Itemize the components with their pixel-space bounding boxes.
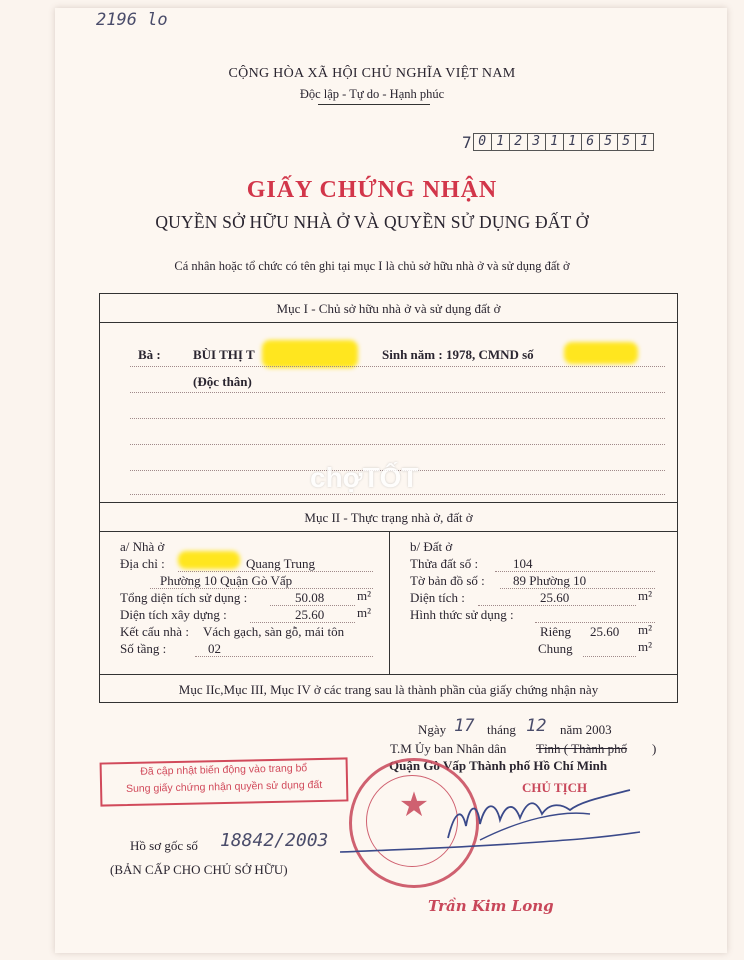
signer-name: Trần Kim Long	[428, 897, 554, 915]
update-stamp-line2: Sung giấy chứng nhận quyền sử dụng đất	[125, 778, 323, 796]
nation-heading: CỘNG HÒA XÃ HỘI CHỦ NGHĨA VIỆT NAM	[228, 66, 516, 81]
house-structure: Vách gạch, sàn gỗ, mái tôn	[203, 624, 345, 639]
land-map: 89 Phường 10	[513, 573, 587, 588]
date-thang: tháng	[487, 722, 516, 737]
authority-line2: Quận Gò Vấp Thành phố Hồ Chí Minh	[389, 758, 608, 773]
serial-digit: 3	[527, 133, 546, 151]
land-plot: 104	[513, 556, 533, 571]
dotted-line	[495, 571, 655, 572]
dotted-line	[478, 605, 636, 606]
dotted-line	[500, 588, 655, 589]
copy-note: (BẢN CẤP CHO CHỦ SỞ HỮU)	[110, 862, 288, 877]
land-private: 25.60	[590, 624, 620, 639]
house-address-line2: Phường 10 Quận Gò Vấp	[160, 573, 293, 588]
owner-name: BÙI THỊ T	[193, 347, 255, 362]
archive-number: 2196 lo	[96, 10, 168, 30]
authority-struck: Tỉnh ( Thành phố	[536, 741, 628, 756]
land-area: 25.60	[540, 590, 570, 605]
serial-digit: 1	[563, 133, 582, 151]
dotted-line	[130, 392, 665, 393]
land-private-unit: m²	[638, 622, 653, 637]
motto-underline	[318, 104, 430, 105]
land-area-unit: m²	[638, 588, 653, 603]
dotted-line	[270, 605, 355, 606]
dotted-line	[535, 622, 655, 623]
sec2-divider	[389, 531, 390, 674]
serial-digit: 0	[473, 133, 492, 151]
section2-heading: Mục II - Thực trạng nhà ở, đất ở	[304, 510, 473, 525]
house-structure-label: Kết cấu nhà :	[120, 624, 189, 639]
certificate-title: GIẤY CHỨNG NHẬN	[246, 177, 498, 203]
serial-digit: 5	[599, 133, 618, 151]
redaction-address	[178, 551, 240, 569]
file-number-value: 18842/2003	[220, 830, 329, 851]
dotted-line	[130, 444, 665, 445]
land-map-label: Tờ bản đồ số :	[410, 573, 485, 588]
dotted-line	[178, 571, 373, 572]
dotted-line	[130, 494, 665, 495]
house-address-label: Địa chỉ :	[120, 556, 165, 571]
star-icon: ★	[398, 787, 430, 824]
land-label: b/ Đất ở	[410, 539, 453, 554]
dotted-line	[195, 656, 373, 657]
house-total-area-label: Tổng diện tích sử dụng :	[120, 590, 248, 605]
owner-birth-id: Sinh năm : 1978, CMND số	[382, 347, 534, 362]
owner-marital-status: (Độc thân)	[193, 374, 252, 389]
serial-digit: 1	[491, 133, 510, 151]
land-use-label: Hình thức sử dụng :	[410, 607, 514, 622]
authority-paren: )	[652, 741, 657, 756]
signature	[330, 780, 650, 870]
dotted-line	[583, 656, 636, 657]
intro-text: Cá nhân hoặc tổ chức có tên ghi tại mục I là chủ sở hữu nhà ở và sử dụng đất ở	[174, 259, 570, 273]
date-month: 12	[526, 716, 547, 736]
certificate-subtitle: QUYỀN SỞ HỮU NHÀ Ở VÀ QUYỀN SỬ DỤNG ĐẤT Ở	[155, 212, 589, 232]
serial-digit: 1	[545, 133, 564, 151]
house-address-line1: Quang Trung	[246, 556, 315, 571]
serial-digit: 5	[617, 133, 636, 151]
section1-heading: Mục I - Chủ sở hữu nhà ở và sử dụng đất ở	[276, 301, 501, 316]
date-day: 17	[454, 716, 475, 736]
update-stamp	[100, 757, 349, 806]
file-number-label: Hồ sơ gốc số	[130, 838, 198, 853]
house-floors: 02	[208, 641, 221, 656]
house-build-area: 25.60	[295, 607, 325, 622]
dotted-line	[130, 418, 665, 419]
redaction-id	[564, 342, 638, 364]
house-build-area-label: Diện tích xây dựng :	[120, 607, 227, 622]
serial-digit: 1	[635, 133, 654, 151]
house-floors-label: Số tầng :	[120, 641, 167, 656]
date-year: năm 2003	[560, 722, 612, 737]
house-total-area: 50.08	[295, 590, 325, 605]
authority-line1: T.M Ủy ban Nhân dân	[390, 741, 507, 756]
date-ngay: Ngày	[418, 722, 447, 737]
update-stamp-line1: Đã cập nhật biến động vào trang bổ	[140, 762, 308, 778]
sec2-bottom-line	[100, 674, 677, 675]
dotted-line	[130, 366, 665, 367]
watermark: chợTỐT	[310, 462, 419, 493]
land-area-label: Diện tích :	[410, 590, 465, 605]
land-plot-label: Thửa đất số :	[410, 556, 479, 571]
serial-digit: 2	[509, 133, 528, 151]
footer-note: Mục IIc,Mục III, Mục IV ở các trang sau là thành phần của giấy chứng nhận này	[178, 682, 599, 697]
signer-role: CHỦ TỊCH	[522, 780, 588, 795]
land-private-label: Riêng	[540, 624, 572, 639]
dotted-line	[150, 588, 373, 589]
serial-prefix: 7	[462, 133, 472, 152]
sec2-top-line	[100, 502, 677, 503]
redaction-name	[262, 340, 358, 368]
serial-digit: 6	[581, 133, 600, 151]
motto: Độc lập - Tự do - Hạnh phúc	[299, 87, 445, 101]
land-shared-label: Chung	[538, 641, 573, 656]
dotted-line	[250, 622, 355, 623]
house-build-area-unit: m²	[357, 605, 372, 620]
house-total-area-unit: m²	[357, 588, 372, 603]
sec1-heading-line	[100, 322, 677, 323]
land-shared-unit: m²	[638, 639, 653, 654]
serial-number	[462, 133, 654, 152]
house-label: a/ Nhà ở	[120, 539, 165, 554]
owner-prefix: Bà :	[138, 347, 161, 362]
